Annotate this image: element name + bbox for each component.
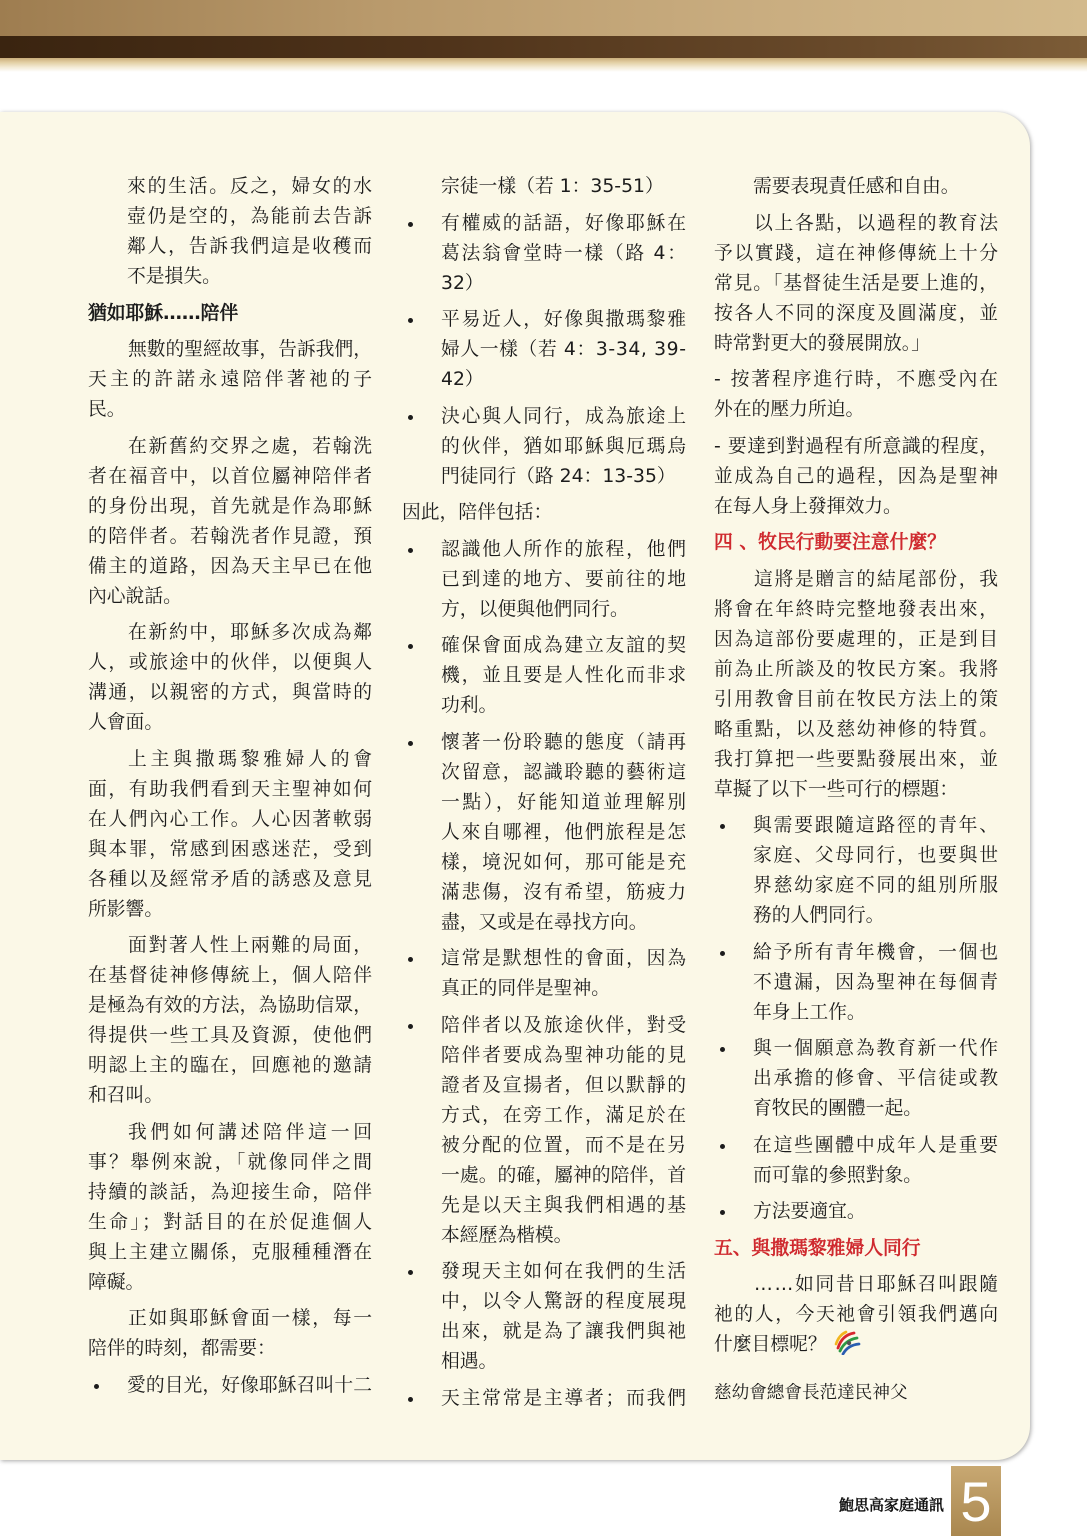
line-text: 葛法翁會堂時一樣（路 4： [441,242,688,264]
bullet-item [402,402,686,492]
text-line [402,661,686,691]
text-line [402,402,686,432]
text-line [402,758,686,788]
text-line [88,365,376,395]
text-line [88,232,372,262]
bullet-item [402,944,686,1004]
bullet-dot-icon [408,1024,413,1029]
line-text: 一處。的確，屬神的陪伴，首 [441,1164,687,1186]
line-text: 溝通，以親密的方式，與當時的 [88,682,374,703]
line-text: 予以實踐，這在神修傳統上十分 [714,242,1000,264]
line-text: 相遇。 [441,1351,498,1372]
continued-text [402,172,686,202]
text-line [88,805,372,835]
bullet-item [402,535,686,625]
text-line [88,1051,372,1081]
text-line [402,1101,686,1131]
text-line [402,209,686,239]
section-heading [88,299,372,329]
bullet-item [402,305,686,395]
text-line [88,1304,372,1334]
line-text: 已到達的地方、要前往的地 [441,568,688,590]
bullet-item [402,1257,686,1377]
line-text: 42） [441,369,484,390]
line-text: 而可靠的參照對象。 [753,1164,923,1186]
line-text: 來的生活。反之，婦女的水 [127,176,374,197]
text-line [88,931,372,961]
line-text: 陪伴者要成為聖神功能的見 [441,1044,688,1066]
line-text: 各種以及經常矛盾的誘惑及意見 [88,868,374,890]
text-line [88,462,372,492]
text-line [402,1071,686,1101]
text-line [402,631,686,661]
line-text: 的身份出現，首先就是作為耶穌 [88,495,374,517]
paragraph [88,745,376,925]
header-banner-brown [0,36,1087,58]
line-text: 的伙伴，猶如耶穌與厄瑪烏 [441,435,688,457]
text-line [88,1334,372,1364]
text-line [402,269,686,299]
text-line [88,202,372,232]
text-line [88,835,372,865]
line-text: 在每人身上發揮效力。 [714,495,902,517]
line-text: - 要達到對過程有所意識的程度， [714,435,999,457]
line-text: 略重點，以及慈幼神修的特質。 [714,718,1000,740]
header-banner-fade [0,58,1087,72]
header-banner-gold [0,0,1087,36]
text-line [88,522,372,552]
text-line [714,269,998,299]
text-line [402,788,689,818]
line-text: 外在的壓力所迫。 [714,399,865,420]
text-line [402,878,686,908]
line-text: 人來自哪裡，他們旅程是怎 [441,821,688,843]
paragraph [88,335,376,425]
line-text: 按各人不同的深度及圓滿度，並 [714,302,1000,324]
bullet-dot-icon [720,824,725,829]
text-line [88,895,372,925]
text-line [714,938,998,968]
text-line [402,239,686,269]
bullet-item [714,938,998,1028]
line-text: 在新舊約交界之處，若翰洗 [128,435,374,457]
line-text: 被分配的位置，而不是在另 [441,1134,688,1156]
line-text: 什麼目標呢？ [714,1334,827,1355]
text-line [714,365,998,395]
line-text: 愛的目光，好像耶穌召叫十二 [127,1374,373,1396]
line-text: 的陪伴者。若翰洗者作見證，預 [88,525,374,547]
line-text: 人會面。 [88,712,164,733]
text-line [714,1034,998,1064]
text-line [402,335,686,365]
column-3 [714,172,998,1408]
text-line [88,1081,372,1111]
line-text: 慈幼會總會長范達民神父 [714,1383,908,1403]
text-line [402,1041,686,1071]
text-line [714,209,998,239]
text-line [88,395,372,425]
paragraph [88,432,372,612]
line-text: 陪伴的時刻，都需要： [88,1338,276,1359]
text-line [88,745,376,775]
line-text: 出承擔的修會、平信徒或教 [753,1068,1000,1089]
line-text: 備主的道路，因為天主早已在他 [88,555,374,577]
bullet-dot-icon [720,1144,725,1149]
line-text: 方，以便與他們同行。 [441,598,629,620]
line-text: 需要表現責任感和自由。 [753,176,960,197]
text-line [402,1011,686,1041]
line-text: 我們如何講述陪伴這一回 [128,1121,376,1143]
text-line [402,1257,686,1287]
signature [714,1378,998,1408]
line-text: 婦人一樣（若 4：3-34, 39- [441,339,687,360]
bullet-dot-icon [408,957,413,962]
line-text: 正如與耶穌會面一樣，每一 [128,1308,374,1329]
bullet-item [402,209,686,299]
line-text: 並成為自己的過程，因為是聖神 [714,465,1000,487]
line-text: 不遺漏，因為聖神在每個青 [753,971,1000,993]
text-line [714,492,998,522]
text-line [714,811,998,841]
text-line [402,432,686,462]
line-text: 認識他人所作的旅程，他們 [441,538,688,560]
text-line [88,678,372,708]
text-line [402,974,686,1004]
text-line [714,715,998,745]
line-text: 天主常常是主導者；而我們 [441,1387,688,1409]
line-text: 發現天主如何在我們的生活 [441,1261,688,1282]
text-line [402,462,686,492]
text-line [714,1330,998,1360]
section-heading [714,528,998,558]
text-block [402,498,686,528]
text-line [402,1347,686,1377]
line-text: 祂的人，今天祂會引領我們邁向 [714,1304,1000,1325]
line-text: 草擬了以下一些可行的標題： [714,778,959,800]
bullet-dot-icon [408,415,413,420]
line-text: 與本罪，常感到困惑迷茫，受到 [88,838,374,860]
text-line [714,1197,998,1227]
paragraph [88,931,372,1111]
text-line [402,498,686,528]
text-line [402,691,686,721]
text-line [714,901,998,931]
text-line [402,1384,686,1414]
column-2 [402,172,689,1414]
line-text: 出來，就是為了讓我們與祂 [441,1321,688,1342]
text-line [88,1178,372,1208]
line-text: 真正的同伴是聖神。 [441,978,611,999]
line-text: 陪伴者以及旅途伙伴，對受 [441,1014,688,1036]
text-line [402,944,686,974]
text-line [88,299,372,329]
bullet-dot-icon [408,741,413,746]
text-line [88,492,372,522]
line-text: 宗徒一樣（若 1：35-51） [441,176,664,197]
text-line [88,775,372,805]
line-text: 懷著一份聆聽的態度（請再 [441,731,688,753]
text-line [88,432,372,462]
text-line [714,565,998,595]
text-line [88,1371,372,1401]
text-line [402,595,686,625]
text-line [402,848,686,878]
line-text: 家庭、父母同行，也要與世 [753,845,1000,866]
publication-name: 鮑思高家庭通訊 [838,1496,944,1514]
paragraph [714,209,998,359]
text-line [88,865,372,895]
line-text: 次留意，認識聆聽的藝術這 [441,761,688,783]
line-text: 鄰人，告訴我們這是收穫而 [127,236,374,257]
text-line [88,961,372,991]
line-text: 給予所有青年機會，一個也 [753,941,1000,963]
page-number-box [951,1466,1001,1536]
line-text: 人，或旅途中的伙伴，以便與人 [88,652,374,673]
line-text: 方式，在旁工作，滿足於在 [441,1104,688,1126]
line-text: 界慈幼家庭不同的組別所服 [753,875,1000,896]
line-text: 門徒同行（路 24：13-35） [441,465,676,487]
line-text: 與上主建立關係，克服種種潛在 [88,1241,374,1263]
text-line [714,239,998,269]
line-text: 中，以令人驚訝的程度展現 [441,1291,688,1312]
line-text: 在新約中，耶穌多次成為鄰 [128,622,374,643]
bullet-item [402,1011,686,1251]
text-line [402,818,686,848]
line-text: 所影響。 [88,898,164,920]
line-text: 機，並且要是人性化而非求 [441,665,688,686]
bullet-item [402,1384,686,1414]
text-line [714,395,998,425]
text-line [88,582,372,612]
text-line [88,708,372,738]
section-heading [714,1234,998,1264]
line-text: 確保會面成為建立友誼的契 [441,635,688,656]
line-text: 無數的聖經故事，告訴我們， [128,339,372,360]
bullet-item [714,1131,998,1191]
line-text: 年身上工作。 [753,1001,866,1023]
line-text: 滿悲傷，沒有希望，筋疲力 [441,881,688,903]
line-text: 這常是默想性的會面，因為 [441,948,688,969]
line-text: 前為止所談及的牧民方案。我將 [714,658,1000,680]
text-line [402,365,686,395]
text-line [88,552,372,582]
line-text: 將會在年終時完整地發表出來， [714,598,1000,620]
salesian-family-logo-icon [833,1329,861,1355]
text-line [402,728,686,758]
text-line [714,998,998,1028]
text-line [714,595,998,625]
line-text: 因此，陪伴包括： [402,502,553,523]
paragraph [714,565,998,805]
line-text: 決心與人同行，成為旅途上 [441,405,688,427]
continued-text [714,172,998,202]
line-text: 平易近人，好像與撒瑪黎雅 [441,309,688,330]
line-text: 障礙。 [88,1271,145,1293]
text-line [714,685,998,715]
text-line [714,841,998,871]
line-text: 在這些團體中成年人是重要 [753,1134,1000,1156]
line-text: 先是以天主與我們相遇的基 [441,1194,688,1216]
line-text: 猶如耶穌……陪伴 [88,302,239,324]
paragraph [88,1304,372,1364]
text-line [714,775,998,805]
line-text: 育牧民的團體一起。 [753,1098,923,1119]
bullet-item [714,1197,998,1227]
line-text: 因為這部份要處理的，正是到目 [714,628,1000,650]
bullet-dot-icon [720,1047,725,1052]
line-text: 證者及宣揚者，但以默靜的 [441,1074,688,1096]
text-line [714,462,998,492]
text-line [714,745,998,775]
text-line [714,432,998,462]
text-block [714,365,998,425]
line-text: 內心說話。 [88,585,182,607]
line-text: 在基督徒神修傳統上，個人陪伴 [88,965,374,986]
line-text: 持續的談話，為迎接生命，陪伴 [88,1181,374,1203]
text-line [88,1238,372,1268]
column-1 [88,172,376,1401]
text-line [88,1021,372,1051]
text-line [88,1148,375,1178]
bullet-item [402,728,689,938]
continued-text [88,172,372,292]
line-text: 四 、牧民行動要注意什麼？ [714,532,946,553]
text-line [714,1300,998,1330]
line-text: 盡，又或是在尋找方向。 [441,911,648,933]
text-line [402,1317,686,1347]
line-text: 在人們內心工作。人心因著軟弱 [88,808,374,830]
line-text: 常見。「基督徒生活是要上進的， [714,272,999,294]
line-text: 32） [441,272,484,294]
bullet-item [714,811,998,931]
line-text: 我打算把一些要點發展出來，並 [714,748,1000,770]
line-text: 天主的許諾永遠陪伴著祂的子 [88,369,376,390]
text-line [714,1378,998,1408]
bullet-dot-icon [720,951,725,956]
line-text: - 按著程序進行時，不應受內在 [714,369,1000,390]
text-line [88,1208,375,1238]
bullet-item [714,1034,998,1124]
line-text: 明認上主的臨在，回應祂的邀請 [88,1055,374,1076]
bullet-dot-icon [408,548,413,553]
line-text: 是極為有效的方法，為協助信眾， [88,995,373,1016]
bullet-item [402,631,686,721]
text-line [402,1161,686,1191]
paragraph [88,1118,376,1298]
bullet-dot-icon [94,1384,99,1389]
text-line [714,871,998,901]
text-line [88,991,372,1021]
paragraph [714,1270,998,1360]
bullet-dot-icon [408,1397,413,1402]
line-text: 以上各點，以過程的教育法 [754,212,1000,234]
text-line [88,648,372,678]
line-text: 面，有助我們看到天主聖神如何 [88,778,374,800]
line-text: 事？舉例來說，「就像同伴之間 [88,1151,375,1173]
text-line [402,535,686,565]
line-text: 和召叫。 [88,1085,164,1106]
line-text: 時常對更大的發展開放。」 [714,332,930,354]
line-text: 樣，境況如何，那可能是充 [441,851,688,873]
line-text: 有權威的話語，好像耶穌在 [441,212,688,234]
line-text: 這將是贈言的結尾部份，我 [754,568,1000,590]
text-line [714,655,998,685]
line-text: 功利。 [441,695,498,716]
text-line [714,1064,998,1094]
line-text: 本經歷為楷模。 [441,1224,573,1246]
text-line [88,1118,376,1148]
line-text: 上主與撒瑪黎雅婦人的會 [128,748,376,770]
line-text: 不是損失。 [127,266,221,287]
text-line [402,1131,686,1161]
line-text: 面對著人性上兩難的局面， [128,935,374,956]
text-line [402,565,686,595]
line-text: 生命」；對話目的在於促進個人 [88,1211,375,1233]
line-text: 民。 [88,399,126,420]
bullet-item [88,1371,372,1401]
bullet-dot-icon [408,318,413,323]
text-line [402,1221,686,1251]
text-line [402,908,686,938]
text-line [714,1094,998,1124]
line-text: 一點），好能知道並理解別 [441,791,689,813]
text-line [714,299,998,329]
line-text: 與需要跟隨這路徑的青年、 [753,815,1000,836]
page-number: 5 [960,1470,992,1533]
text-line [714,528,998,558]
line-text: 者在福音中，以首位屬神陪伴者 [88,465,374,487]
text-line [402,1191,686,1221]
text-line [88,1268,372,1298]
line-text: 壺仍是空的，為能前去告訴 [127,206,374,227]
line-text: 務的人們同行。 [753,905,885,926]
paragraph [88,618,372,738]
text-line [714,172,998,202]
text-line [714,1131,998,1161]
line-text: 五、與撒瑪黎雅婦人同行 [714,1237,921,1259]
line-text: 引用教會目前在牧民方法上的策 [714,688,1000,710]
bullet-dot-icon [408,644,413,649]
line-text: 得提供一些工具及資源，使他們 [88,1025,374,1046]
text-line [88,262,372,292]
text-line [88,172,372,202]
line-text: ……如同昔日耶穌召叫跟隨 [754,1274,1000,1295]
text-line [88,618,372,648]
line-text: 方法要適宜。 [753,1201,866,1222]
text-line [402,172,686,202]
text-line [714,1270,998,1300]
text-line [402,1287,686,1317]
text-line [714,625,998,655]
text-line [714,329,998,359]
text-line [714,968,998,998]
text-line [714,1161,998,1191]
text-line [88,335,372,365]
bullet-dot-icon [408,222,413,227]
line-text: 與一個願意為教育新一代作 [753,1038,1000,1059]
text-line [714,1234,998,1264]
bullet-dot-icon [720,1210,725,1215]
text-line [402,305,686,335]
text-block [714,432,998,522]
bullet-dot-icon [408,1270,413,1275]
